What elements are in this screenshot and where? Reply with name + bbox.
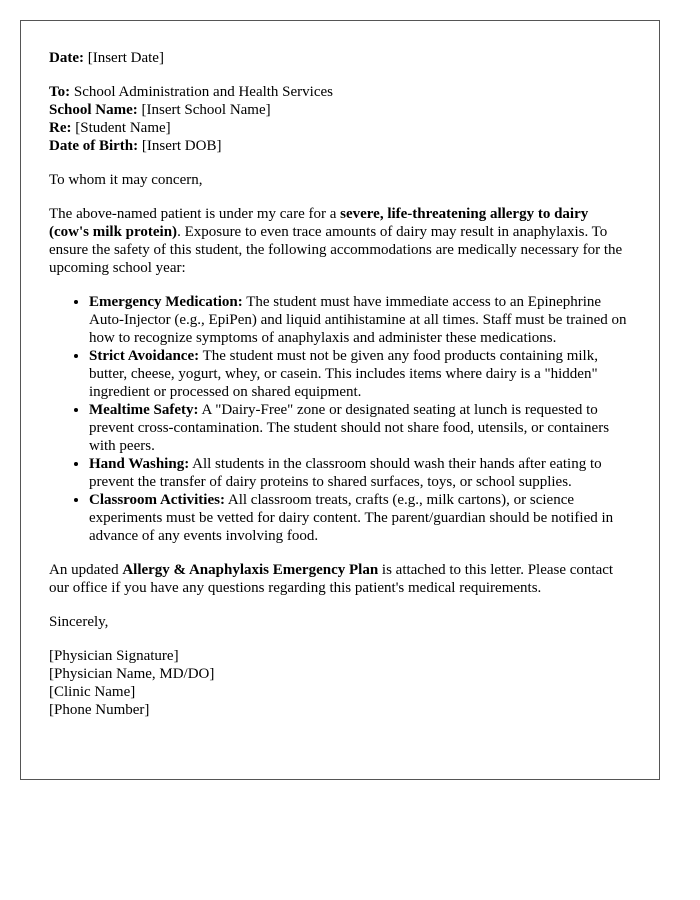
closing-text-1: An updated xyxy=(49,562,123,578)
intro-diagnosis: severe, life-threatening allergy to dairy (cow's milk protein) xyxy=(49,206,589,240)
closing-text-2: is attached to this letter. Please contact our office if you have any questions regarding this patient's medical requirements. xyxy=(49,562,614,596)
date-label: Date: xyxy=(49,50,84,66)
list-item-title: Strict Avoidance: xyxy=(89,348,200,364)
list-item-text: All students in the classroom should wash their hands after eating to prevent the transfer of dairy proteins to shared surfaces, toys, or school supplies. xyxy=(89,456,602,490)
school-name-value: [Insert School Name] xyxy=(137,102,271,118)
list-item xyxy=(89,455,631,491)
medical-letter xyxy=(20,20,660,780)
dob-line xyxy=(49,137,631,155)
re-value: [Student Name] xyxy=(71,120,171,136)
closing-paragraph xyxy=(49,561,631,597)
emergency-plan-title: Allergy & Anaphylaxis Emergency Plan xyxy=(122,562,379,578)
school-name-label: School Name: xyxy=(49,102,138,118)
physician-signature: [Physician Signature] xyxy=(49,648,179,664)
date-line xyxy=(49,49,631,67)
list-item-title: Hand Washing: xyxy=(89,456,190,472)
list-item-text: All classroom treats, crafts (e.g., milk cartons), or science experiments must be vetted for dairy content. The parent/guardian should be notified in advance of any events involving food. xyxy=(89,492,614,544)
to-label: To: xyxy=(49,84,71,100)
list-item-title: Mealtime Safety: xyxy=(89,402,199,418)
to-value: School Administration and Health Services xyxy=(70,84,333,100)
dob-value: [Insert DOB] xyxy=(138,138,222,154)
list-item-title: Classroom Activities: xyxy=(89,492,225,508)
list-item-title: Emergency Medication: xyxy=(89,294,243,310)
dob-label: Date of Birth: xyxy=(49,138,139,154)
school-name-line xyxy=(49,101,631,119)
physician-name: [Physician Name, MD/DO] xyxy=(49,666,215,682)
intro-paragraph xyxy=(49,205,631,277)
date-value: [Insert Date] xyxy=(83,50,164,66)
greeting: To whom it may concern, xyxy=(49,172,203,188)
list-item xyxy=(89,347,631,401)
clinic-name: [Clinic Name] xyxy=(49,684,136,700)
phone-number: [Phone Number] xyxy=(49,702,150,718)
re-label: Re: xyxy=(49,120,72,136)
re-line xyxy=(49,119,631,137)
list-item xyxy=(89,401,631,455)
list-item-text: The student must not be given any food products containing milk, butter, cheese, yogurt, whey, or casein. This includes items where dairy is a "hidden" ingredient or processed on shared equipment. xyxy=(89,348,598,400)
list-item-text: A "Dairy-Free" zone or designated seating at lunch is requested to prevent cross-contamination. The student should not share food, utensils, or containers with peers. xyxy=(89,402,610,454)
accommodations-list xyxy=(49,293,631,545)
list-item xyxy=(89,491,631,545)
signoff: Sincerely, xyxy=(49,614,109,630)
to-line xyxy=(49,83,631,101)
list-item-text: The student must have immediate access to an Epinephrine Auto-Injector (e.g., EpiPen) and liquid antihistamine at all times. Staff must be trained on how to recognize symptoms of anaphylaxis and administer these medications. xyxy=(89,294,627,346)
intro-text-2: . Exposure to even trace amounts of dairy may result in anaphylaxis. To ensure the safety of this student, the following accommodations are medically necessary for the upcoming school year: xyxy=(49,224,623,276)
list-item xyxy=(89,293,631,347)
intro-text-1: The above-named patient is under my care for a xyxy=(49,206,341,222)
